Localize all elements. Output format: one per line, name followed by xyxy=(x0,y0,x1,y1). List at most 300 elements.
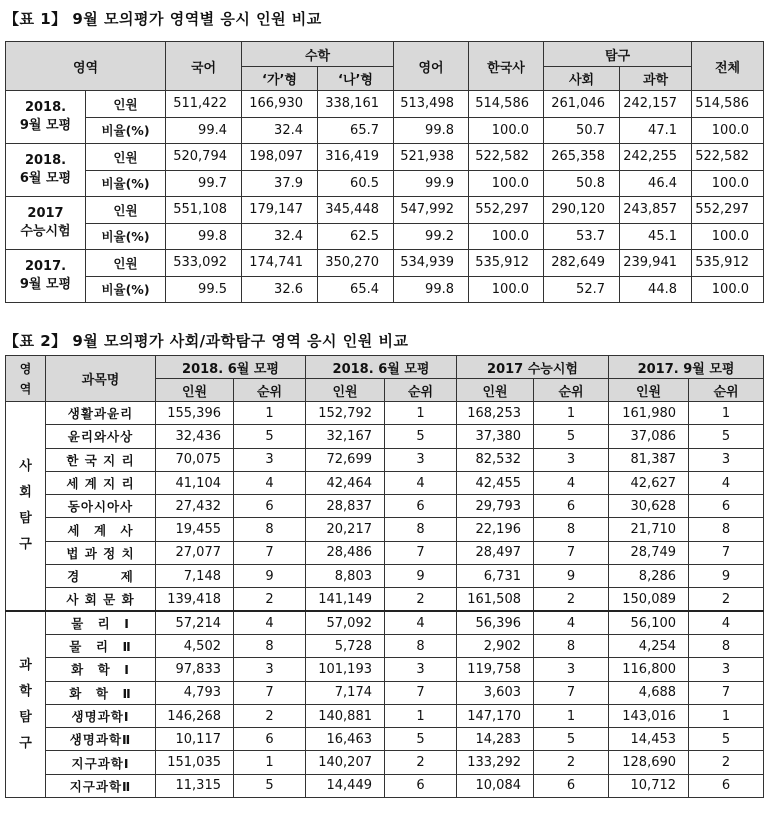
data-cell: 535,912 xyxy=(692,250,764,277)
rank-cell: 5 xyxy=(385,425,457,448)
rank-cell: 8 xyxy=(385,518,457,541)
count-cell: 7,174 xyxy=(306,681,385,704)
rank-cell: 2 xyxy=(534,751,609,774)
subject-name: 물 리 Ⅱ xyxy=(46,634,156,657)
data-cell: 45.1 xyxy=(620,223,692,250)
header-exam-3: 2017 수능시험 xyxy=(457,356,609,379)
group-name xyxy=(6,144,86,197)
count-cell: 42,627 xyxy=(609,471,689,494)
count-cell: 57,092 xyxy=(306,611,385,634)
rank-cell: 4 xyxy=(534,611,609,634)
rank-cell: 1 xyxy=(385,704,457,727)
count-cell: 143,016 xyxy=(609,704,689,727)
rank-cell: 7 xyxy=(689,681,764,704)
header-area: 영역 xyxy=(6,42,166,91)
count-cell: 14,453 xyxy=(609,728,689,751)
rank-cell: 1 xyxy=(689,704,764,727)
rank-cell: 5 xyxy=(534,728,609,751)
header-rank: 순위 xyxy=(234,379,306,402)
table2-row xyxy=(6,425,764,448)
count-cell: 119,758 xyxy=(457,658,534,681)
row-label: 비율(%) xyxy=(86,223,166,250)
count-cell: 42,455 xyxy=(457,471,534,494)
count-cell: 27,077 xyxy=(156,541,234,564)
section-name-char: 학 xyxy=(19,683,32,699)
count-cell: 3,603 xyxy=(457,681,534,704)
rank-cell: 9 xyxy=(234,565,306,588)
row-label: 인원 xyxy=(86,250,166,277)
rank-cell: 6 xyxy=(385,495,457,518)
header-math: 수학 xyxy=(242,42,394,67)
table1-row xyxy=(6,117,764,144)
header-rank: 순위 xyxy=(689,379,764,402)
subject-name: 화 학 Ⅰ xyxy=(46,658,156,681)
table1-row xyxy=(6,276,764,303)
row-label: 비율(%) xyxy=(86,117,166,144)
data-cell: 60.5 xyxy=(318,170,394,197)
rank-cell: 4 xyxy=(534,471,609,494)
count-cell: 11,315 xyxy=(156,774,234,797)
table2-inquiry-subject-takers xyxy=(5,355,764,798)
count-cell: 10,117 xyxy=(156,728,234,751)
rank-cell: 3 xyxy=(234,448,306,471)
header-korean: 국어 xyxy=(166,42,242,91)
rank-cell: 5 xyxy=(234,425,306,448)
header-exam-2: 2018. 6월 모평 xyxy=(306,356,457,379)
count-cell: 146,268 xyxy=(156,704,234,727)
data-cell: 551,108 xyxy=(166,197,242,224)
rank-cell: 6 xyxy=(534,495,609,518)
count-cell: 19,455 xyxy=(156,518,234,541)
count-cell: 14,449 xyxy=(306,774,385,797)
data-cell: 179,147 xyxy=(242,197,318,224)
rank-cell: 3 xyxy=(534,448,609,471)
count-cell: 97,833 xyxy=(156,658,234,681)
subject-name: 생명과학Ⅰ xyxy=(46,704,156,727)
table2-row xyxy=(6,565,764,588)
rank-cell: 8 xyxy=(234,634,306,657)
count-cell: 161,508 xyxy=(457,588,534,611)
count-cell: 72,699 xyxy=(306,448,385,471)
subject-name: 경 제 xyxy=(46,565,156,588)
table2-row xyxy=(6,728,764,751)
header-english: 영어 xyxy=(394,42,469,91)
data-cell: 100.0 xyxy=(469,276,544,303)
data-cell: 533,092 xyxy=(166,250,242,277)
table2-row xyxy=(6,518,764,541)
rank-cell: 3 xyxy=(689,658,764,681)
data-cell: 100.0 xyxy=(692,170,764,197)
data-cell: 174,741 xyxy=(242,250,318,277)
count-cell: 8,286 xyxy=(609,565,689,588)
data-cell: 514,586 xyxy=(469,91,544,118)
count-cell: 37,086 xyxy=(609,425,689,448)
count-cell: 168,253 xyxy=(457,402,534,425)
header-social: 사회 xyxy=(544,67,620,91)
data-cell: 166,930 xyxy=(242,91,318,118)
data-cell: 99.5 xyxy=(166,276,242,303)
data-cell: 99.8 xyxy=(394,276,469,303)
header-area: 영 역 xyxy=(6,356,46,402)
table2-row xyxy=(6,471,764,494)
count-cell: 57,214 xyxy=(156,611,234,634)
count-cell: 4,793 xyxy=(156,681,234,704)
count-cell: 22,196 xyxy=(457,518,534,541)
rank-cell: 5 xyxy=(689,425,764,448)
count-cell: 14,283 xyxy=(457,728,534,751)
rank-cell: 8 xyxy=(534,518,609,541)
table1-row xyxy=(6,91,764,118)
data-cell: 100.0 xyxy=(469,117,544,144)
group-name xyxy=(6,250,86,303)
count-cell: 27,432 xyxy=(156,495,234,518)
data-cell: 32.6 xyxy=(242,276,318,303)
section-name-char: 과 xyxy=(19,657,32,673)
data-cell: 520,794 xyxy=(166,144,242,171)
group-name xyxy=(6,91,86,144)
count-cell: 7,148 xyxy=(156,565,234,588)
data-cell: 290,120 xyxy=(544,197,620,224)
header-math-ga: ‘가’형 xyxy=(242,67,318,91)
data-cell: 547,992 xyxy=(394,197,469,224)
count-cell: 37,380 xyxy=(457,425,534,448)
rank-cell: 8 xyxy=(689,518,764,541)
count-cell: 20,217 xyxy=(306,518,385,541)
count-cell: 70,075 xyxy=(156,448,234,471)
rank-cell: 6 xyxy=(689,495,764,518)
rank-cell: 3 xyxy=(234,658,306,681)
header-count: 인원 xyxy=(306,379,385,402)
rank-cell: 7 xyxy=(534,541,609,564)
table2-row xyxy=(6,634,764,657)
data-cell: 46.4 xyxy=(620,170,692,197)
header-count: 인원 xyxy=(609,379,689,402)
table2-row xyxy=(6,495,764,518)
data-cell: 198,097 xyxy=(242,144,318,171)
table1-body xyxy=(6,91,764,303)
count-cell: 116,800 xyxy=(609,658,689,681)
table2-row xyxy=(6,588,764,611)
count-cell: 155,396 xyxy=(156,402,234,425)
count-cell: 4,502 xyxy=(156,634,234,657)
header-rank: 순위 xyxy=(534,379,609,402)
data-cell: 32.4 xyxy=(242,117,318,144)
data-cell: 50.7 xyxy=(544,117,620,144)
subject-name: 한 국 지 리 xyxy=(46,448,156,471)
rank-cell: 7 xyxy=(689,541,764,564)
section-name-char: 회 xyxy=(19,485,32,501)
count-cell: 28,749 xyxy=(609,541,689,564)
count-cell: 56,396 xyxy=(457,611,534,634)
table1-title: 【표 1】 9월 모의평가 영역별 응시 인원 비교 xyxy=(4,10,322,28)
rank-cell: 2 xyxy=(534,588,609,611)
rank-cell: 8 xyxy=(385,634,457,657)
group-name xyxy=(6,197,86,250)
rank-cell: 3 xyxy=(385,658,457,681)
subject-name: 지구과학Ⅰ xyxy=(46,751,156,774)
data-cell: 534,939 xyxy=(394,250,469,277)
data-cell: 100.0 xyxy=(692,276,764,303)
subject-name: 사 회 문 화 xyxy=(46,588,156,611)
count-cell: 8,803 xyxy=(306,565,385,588)
data-cell: 100.0 xyxy=(469,170,544,197)
count-cell: 4,254 xyxy=(609,634,689,657)
rank-cell: 4 xyxy=(385,611,457,634)
data-cell: 265,358 xyxy=(544,144,620,171)
count-cell: 28,837 xyxy=(306,495,385,518)
rank-cell: 3 xyxy=(385,448,457,471)
rank-cell: 8 xyxy=(534,634,609,657)
group-name-line1: 2018. xyxy=(24,153,67,168)
rank-cell: 4 xyxy=(385,471,457,494)
data-cell: 552,297 xyxy=(469,197,544,224)
count-cell: 2,902 xyxy=(457,634,534,657)
count-cell: 16,463 xyxy=(306,728,385,751)
rank-cell: 5 xyxy=(385,728,457,751)
header-rank: 순위 xyxy=(385,379,457,402)
rank-cell: 2 xyxy=(234,704,306,727)
data-cell: 513,498 xyxy=(394,91,469,118)
table1-exam-takers-by-area xyxy=(5,41,764,303)
data-cell: 99.8 xyxy=(166,223,242,250)
rank-cell: 6 xyxy=(385,774,457,797)
data-cell: 99.7 xyxy=(166,170,242,197)
data-cell: 521,938 xyxy=(394,144,469,171)
section-name-char: 구 xyxy=(19,537,32,553)
data-cell: 282,649 xyxy=(544,250,620,277)
header-subject: 과목명 xyxy=(46,356,156,402)
rank-cell: 6 xyxy=(534,774,609,797)
table2-row xyxy=(6,611,764,634)
rank-cell: 7 xyxy=(234,681,306,704)
count-cell: 150,089 xyxy=(609,588,689,611)
section-name-char: 사 xyxy=(19,459,32,475)
count-cell: 152,792 xyxy=(306,402,385,425)
rank-cell: 7 xyxy=(234,541,306,564)
data-cell: 99.9 xyxy=(394,170,469,197)
table1-row xyxy=(6,170,764,197)
count-cell: 21,710 xyxy=(609,518,689,541)
rank-cell: 4 xyxy=(689,611,764,634)
count-cell: 4,688 xyxy=(609,681,689,704)
group-name-line1: 2018. xyxy=(24,100,67,115)
rank-cell: 2 xyxy=(385,751,457,774)
count-cell: 82,532 xyxy=(457,448,534,471)
rank-cell: 7 xyxy=(385,681,457,704)
rank-cell: 1 xyxy=(234,751,306,774)
data-cell: 52.7 xyxy=(544,276,620,303)
section-name xyxy=(6,402,46,612)
rank-cell: 9 xyxy=(534,565,609,588)
rank-cell: 9 xyxy=(385,565,457,588)
subject-name: 물 리 Ⅰ xyxy=(46,611,156,634)
section-name-char: 탐 xyxy=(19,709,32,725)
rank-cell: 4 xyxy=(234,471,306,494)
rank-cell: 2 xyxy=(234,588,306,611)
rank-cell: 5 xyxy=(689,728,764,751)
rank-cell: 1 xyxy=(534,704,609,727)
table2-title: 【표 2】 9월 모의평가 사회/과학탐구 영역 응시 인원 비교 xyxy=(4,332,409,350)
header-korean-history: 한국사 xyxy=(469,42,544,91)
data-cell: 243,857 xyxy=(620,197,692,224)
count-cell: 29,793 xyxy=(457,495,534,518)
count-cell: 140,881 xyxy=(306,704,385,727)
table2-row xyxy=(6,658,764,681)
rank-cell: 6 xyxy=(234,495,306,518)
rank-cell: 1 xyxy=(534,402,609,425)
group-name-line2: 9월 모평 xyxy=(19,277,72,292)
count-cell: 32,436 xyxy=(156,425,234,448)
header-exam-4: 2017. 9월 모평 xyxy=(609,356,764,379)
section-name-char: 탐 xyxy=(19,511,32,527)
header-total: 전체 xyxy=(692,42,764,91)
rank-cell: 5 xyxy=(234,774,306,797)
data-cell: 62.5 xyxy=(318,223,394,250)
rank-cell: 4 xyxy=(234,611,306,634)
subject-name: 윤리와사상 xyxy=(46,425,156,448)
count-cell: 133,292 xyxy=(457,751,534,774)
table2-row xyxy=(6,681,764,704)
data-cell: 50.8 xyxy=(544,170,620,197)
subject-name: 화 학 Ⅱ xyxy=(46,681,156,704)
rank-cell: 1 xyxy=(385,402,457,425)
rank-cell: 2 xyxy=(689,588,764,611)
row-label: 비율(%) xyxy=(86,276,166,303)
count-cell: 42,464 xyxy=(306,471,385,494)
count-cell: 161,980 xyxy=(609,402,689,425)
count-cell: 81,387 xyxy=(609,448,689,471)
data-cell: 242,157 xyxy=(620,91,692,118)
subject-name: 생명과학Ⅱ xyxy=(46,728,156,751)
data-cell: 514,586 xyxy=(692,91,764,118)
header-count: 인원 xyxy=(156,379,234,402)
rank-cell: 6 xyxy=(234,728,306,751)
table1-row xyxy=(6,250,764,277)
data-cell: 99.2 xyxy=(394,223,469,250)
rank-cell: 8 xyxy=(689,634,764,657)
rank-cell: 8 xyxy=(234,518,306,541)
rank-cell: 7 xyxy=(385,541,457,564)
data-cell: 37.9 xyxy=(242,170,318,197)
section-name xyxy=(6,611,46,797)
data-cell: 100.0 xyxy=(469,223,544,250)
data-cell: 242,255 xyxy=(620,144,692,171)
data-cell: 65.4 xyxy=(318,276,394,303)
section-name-char: 구 xyxy=(19,735,32,751)
row-label: 인원 xyxy=(86,197,166,224)
data-cell: 535,912 xyxy=(469,250,544,277)
subject-name: 지구과학Ⅱ xyxy=(46,774,156,797)
group-name-line2: 수능시험 xyxy=(20,224,71,239)
data-cell: 32.4 xyxy=(242,223,318,250)
rank-cell: 1 xyxy=(689,402,764,425)
header-inquiry: 탐구 xyxy=(544,42,692,67)
subject-name: 법 과 정 치 xyxy=(46,541,156,564)
data-cell: 511,422 xyxy=(166,91,242,118)
count-cell: 139,418 xyxy=(156,588,234,611)
header-science: 과학 xyxy=(620,67,692,91)
table1-row xyxy=(6,144,764,171)
table2-row xyxy=(6,541,764,564)
data-cell: 100.0 xyxy=(692,117,764,144)
group-name-line1: 2017. xyxy=(24,259,67,274)
table2-row xyxy=(6,704,764,727)
data-cell: 261,046 xyxy=(544,91,620,118)
table2-row xyxy=(6,448,764,471)
data-cell: 65.7 xyxy=(318,117,394,144)
subject-name: 동아시아사 xyxy=(46,495,156,518)
data-cell: 552,297 xyxy=(692,197,764,224)
data-cell: 99.8 xyxy=(394,117,469,144)
count-cell: 28,486 xyxy=(306,541,385,564)
table1-row xyxy=(6,197,764,224)
count-cell: 10,712 xyxy=(609,774,689,797)
table1-row xyxy=(6,223,764,250)
count-cell: 147,170 xyxy=(457,704,534,727)
data-cell: 350,270 xyxy=(318,250,394,277)
group-name-line1: 2017 xyxy=(27,206,64,221)
count-cell: 151,035 xyxy=(156,751,234,774)
row-label: 비율(%) xyxy=(86,170,166,197)
table2-row xyxy=(6,402,764,425)
count-cell: 5,728 xyxy=(306,634,385,657)
data-cell: 316,419 xyxy=(318,144,394,171)
count-cell: 28,497 xyxy=(457,541,534,564)
data-cell: 100.0 xyxy=(692,223,764,250)
count-cell: 140,207 xyxy=(306,751,385,774)
data-cell: 44.8 xyxy=(620,276,692,303)
count-cell: 30,628 xyxy=(609,495,689,518)
rank-cell: 2 xyxy=(385,588,457,611)
rank-cell: 3 xyxy=(689,448,764,471)
row-label: 인원 xyxy=(86,144,166,171)
count-cell: 128,690 xyxy=(609,751,689,774)
table2-row xyxy=(6,774,764,797)
header-count: 인원 xyxy=(457,379,534,402)
rank-cell: 2 xyxy=(689,751,764,774)
header-math-na: ‘나’형 xyxy=(318,67,394,91)
count-cell: 32,167 xyxy=(306,425,385,448)
data-cell: 239,941 xyxy=(620,250,692,277)
table2-body xyxy=(6,402,764,798)
subject-name: 세 계 사 xyxy=(46,518,156,541)
rank-cell: 6 xyxy=(689,774,764,797)
header-exam-1: 2018. 6월 모평 xyxy=(156,356,306,379)
data-cell: 345,448 xyxy=(318,197,394,224)
count-cell: 6,731 xyxy=(457,565,534,588)
data-cell: 338,161 xyxy=(318,91,394,118)
rank-cell: 1 xyxy=(234,402,306,425)
group-name-line2: 9월 모평 xyxy=(19,118,72,133)
rank-cell: 4 xyxy=(689,471,764,494)
data-cell: 522,582 xyxy=(692,144,764,171)
subject-name: 세 계 지 리 xyxy=(46,471,156,494)
group-name-line2: 6월 모평 xyxy=(19,171,72,186)
rank-cell: 5 xyxy=(534,425,609,448)
data-cell: 47.1 xyxy=(620,117,692,144)
count-cell: 141,149 xyxy=(306,588,385,611)
data-cell: 99.4 xyxy=(166,117,242,144)
count-cell: 56,100 xyxy=(609,611,689,634)
count-cell: 10,084 xyxy=(457,774,534,797)
rank-cell: 3 xyxy=(534,658,609,681)
rank-cell: 9 xyxy=(689,565,764,588)
rank-cell: 7 xyxy=(534,681,609,704)
row-label: 인원 xyxy=(86,91,166,118)
table2-row xyxy=(6,751,764,774)
subject-name: 생활과윤리 xyxy=(46,402,156,425)
count-cell: 101,193 xyxy=(306,658,385,681)
